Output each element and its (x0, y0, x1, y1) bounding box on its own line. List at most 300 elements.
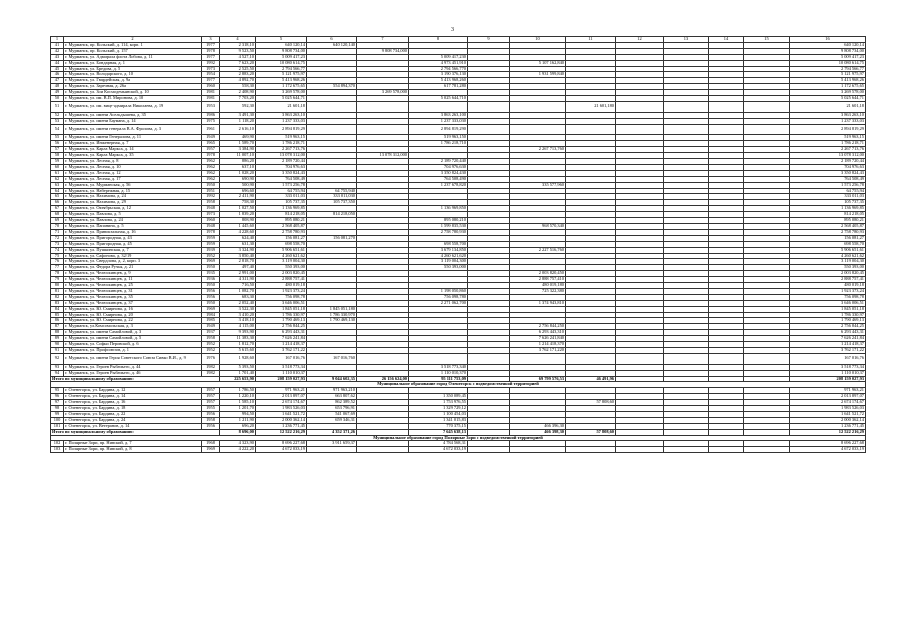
table-cell: 105 737,350 (307, 200, 357, 206)
table-cell: 764 508,49 (790, 176, 866, 182)
table-cell: 6 293 443,31 (256, 330, 307, 336)
table-cell: 1981 (202, 96, 220, 102)
table-cell: 2 894 819,290 (409, 124, 468, 135)
table-cell: 1939 (202, 247, 220, 253)
table-cell: г. Мурманск, ул. Пригородная, д. 45 (64, 241, 202, 247)
table-cell: г. Мурманск, ул. Адмирала флота Лобова, д. 11 (64, 54, 202, 60)
table-cell: 3 850,40 (220, 253, 256, 259)
table-cell: 480 019,180 (510, 283, 566, 289)
table-cell: 1 082,70 (220, 288, 256, 294)
table-cell: 2 794 566,77 (790, 66, 866, 72)
table-cell: 1 983 526,03 (256, 406, 307, 412)
table-cell: 156 081,270 (307, 235, 357, 241)
table-cell: 469,90 (220, 135, 256, 141)
table-cell: 93 (51, 364, 64, 370)
table-cell: 1976 (202, 353, 220, 364)
table-cell: 21 601,18 (256, 101, 307, 112)
table-cell: 14 (709, 37, 744, 43)
table-cell: 44 (51, 60, 64, 66)
table-cell: г. Мурманск, ул. Челюскинцев, д. 35 (64, 294, 202, 300)
table-cell: 8 (409, 37, 468, 43)
table-cell: 5 906 651,61 (790, 247, 866, 253)
table-cell: 1978 (202, 48, 220, 54)
table-cell: 208 159 027,93 (790, 376, 866, 382)
table-cell: 4 222,20 (220, 447, 256, 453)
table-row (51, 447, 866, 453)
table-cell: 592,30 (220, 101, 256, 112)
table-cell: 1 786 330,97 (256, 312, 307, 318)
table-cell: 6 293 443,31 (790, 330, 866, 336)
table-cell: 500,90 (220, 182, 256, 188)
table-cell: 1981 (202, 90, 220, 96)
table-cell: 895 080,210 (409, 218, 468, 224)
table-cell (744, 101, 790, 112)
table-cell: 2 991,00 (220, 271, 256, 277)
table-cell: 56 (51, 141, 64, 147)
table-cell: 52 (51, 112, 64, 118)
table-cell: 55 (51, 135, 64, 141)
table-cell: 2 756 844,250 (510, 324, 566, 330)
table-cell: г. Оленегорск, ул. Бардина, д. 18 (64, 406, 202, 412)
table-cell: 1958 (202, 200, 220, 206)
table-cell: 41 (51, 42, 64, 48)
table-cell: 84 (51, 306, 64, 312)
table-cell: 1 589,70 (220, 141, 256, 147)
table-cell: 64 755,94 (790, 188, 866, 194)
table-cell: 1958 (202, 336, 220, 342)
table-cell: 3 863 263,100 (409, 112, 468, 118)
table-cell: 2 003 820,45 (790, 271, 866, 277)
table-cell: 1952 (202, 342, 220, 348)
table-cell: 5 906 651,61 (256, 247, 307, 253)
table-cell: 95 (51, 388, 64, 394)
table-cell: 2 525,50 (220, 66, 256, 72)
table-cell: 1949 (202, 135, 220, 141)
table-cell: 9 393,90 (220, 330, 256, 336)
table-cell: 1950 (202, 265, 220, 271)
table-cell: 95 111 753,09 (409, 376, 468, 382)
table-cell: 764 508,490 (409, 176, 468, 182)
table-cell (409, 353, 468, 364)
table-cell: 71 (51, 229, 64, 235)
table-cell: 2 (64, 37, 202, 43)
table-cell: г. Мурманск, ул. Нахимова, д. 24 (64, 194, 202, 200)
table-cell: 1962 (202, 164, 220, 170)
table-cell: 698 558,700 (409, 241, 468, 247)
table-cell: 1957 (202, 394, 220, 400)
table-cell: 1 220,10 (220, 394, 256, 400)
table-cell: 1 701,40 (220, 370, 256, 376)
table-cell (744, 447, 790, 453)
table-cell: 53 (51, 118, 64, 124)
table-cell: 3 418,10 (220, 318, 256, 324)
table-cell: 1 329 729,12 (409, 406, 468, 412)
table-cell: 2 894 819,29 (790, 124, 866, 135)
table-cell: 2 818,70 (220, 259, 256, 265)
table-cell: 1986 (202, 112, 220, 118)
table-cell: 814 218,05 (256, 212, 307, 218)
table-cell: Муниципальное образование город Оленегорск с подведомственной территорией (51, 382, 866, 388)
table-cell: 1 374 943,810 (510, 300, 566, 306)
table-cell: 10 080 614,75 (790, 60, 866, 66)
table-cell: 659 346,31 (307, 417, 357, 423)
table-cell: 5 025 644,71 (790, 96, 866, 102)
table-cell: 3 762 171,22 (256, 348, 307, 354)
table-cell: 1952 (202, 253, 220, 259)
table-cell: 78 (51, 271, 64, 277)
table-cell: 5 615,60 (220, 348, 256, 354)
table-cell: 971 963,21 (256, 388, 307, 394)
table-cell: 1 198 050,860 (409, 288, 468, 294)
table-cell: г. Полярные Зори, пр. Нивский, д. 8 (64, 447, 202, 453)
table-cell: 690,90 (220, 176, 256, 182)
table-cell: 3 119 004,30 (790, 259, 866, 265)
table-cell: 63 (51, 182, 64, 188)
table-cell: 8 696 227,68 (790, 441, 866, 447)
table-cell: г. Мурманск, ул. Челюскинцев, д. 25 (64, 283, 202, 289)
table-cell: 3 863 263,10 (256, 112, 307, 118)
table-cell: 1977 (202, 54, 220, 60)
table-cell: 3 269 578,000 (357, 90, 409, 96)
table-cell: 2 013 897,07 (790, 394, 866, 400)
table-cell: 83 (51, 300, 64, 306)
table-cell: 1 027,50 (220, 206, 256, 212)
table-cell: 6 (307, 37, 357, 43)
table-cell: 1957 (202, 388, 220, 394)
table-cell: 62 (51, 176, 64, 182)
table-cell: 5 009 417,23 (256, 54, 307, 60)
table-row (51, 101, 866, 112)
table-cell (664, 447, 709, 453)
table-cell: 1984 (202, 312, 220, 318)
table-cell: г. Мурманск, ул. Заречная, д. 26а (64, 84, 202, 90)
table-cell: 5 413 968,26 (256, 78, 307, 84)
table-cell: 1 845 051,18 (256, 306, 307, 312)
table-cell: 3 384,90 (220, 147, 256, 153)
table-cell: 2 756 844,25 (790, 324, 866, 330)
table-cell: 64 755,940 (307, 188, 357, 194)
table-cell: г. Мурманск, ул. им. В.П. Миронова, д. 10 (64, 96, 202, 102)
table-cell: 46 491,96 (566, 376, 616, 382)
table-cell: 1962 (202, 159, 220, 165)
table-cell: 1978 (202, 153, 220, 159)
table-cell: 21 601,180 (566, 101, 616, 112)
table-cell: 2 883,20 (220, 72, 256, 78)
table-cell: 1973 (202, 212, 220, 218)
table-cell: г. Мурманск, ул. Челюскинцев, д. 11 (64, 277, 202, 283)
table-cell (566, 447, 616, 453)
table-cell: 81 (51, 288, 64, 294)
table-cell: 3 762 171,22 (790, 348, 866, 354)
table-cell: 90 (51, 342, 64, 348)
table-cell: 12 (616, 37, 664, 43)
table-row (51, 124, 866, 135)
table-cell: 2 267 713,76 (256, 147, 307, 153)
table-cell: 466 398,30 (510, 429, 566, 435)
table-cell (468, 101, 510, 112)
table-cell: г. Мурманск, ул. Ю. Смирнова, д. 20 (64, 312, 202, 318)
table-cell: 886,20 (220, 159, 256, 165)
table-cell: 550 393,00 (790, 265, 866, 271)
table-cell: 4 323,90 (220, 441, 256, 447)
table-cell: 895 080,21 (256, 218, 307, 224)
table-cell (510, 447, 566, 453)
table-cell: 1 786 218,710 (409, 141, 468, 147)
table-cell: 167 016,76 (790, 353, 866, 364)
table-cell: 97 (51, 400, 64, 406)
table-cell: 102 (51, 441, 64, 447)
table-cell: г. Мурманск, ул. Инженерная, д. 7 (64, 141, 202, 147)
table-cell: г. Мурманск, ул.Комсомольская, д. 3 (64, 324, 202, 330)
table-cell: 60 (51, 164, 64, 170)
table-cell: 1937 (202, 330, 220, 336)
table-cell: г. Мурманск, ул. Гвардейская, д. 9а (64, 78, 202, 84)
table-cell: г. Мурманск, ул. Павлова, д. 24 (64, 218, 202, 224)
table-cell: 7 (357, 37, 409, 43)
table-cell: 69 (51, 218, 64, 224)
table-cell (357, 353, 409, 364)
table-cell: 1957 (202, 400, 220, 406)
table-cell: 2 271 062,700 (409, 300, 468, 306)
table-cell: 2 888 757,410 (510, 277, 566, 283)
table-cell: 82 (51, 294, 64, 300)
table-cell: 65 (51, 194, 64, 200)
table-cell: 73 (51, 241, 64, 247)
table-cell: г. Мурманск, ул. имени Асельдышева, д. 35 (64, 112, 202, 118)
table-cell: 2 756 844,25 (256, 324, 307, 330)
table-cell (409, 101, 468, 112)
table-cell: 72 (51, 235, 64, 241)
table-cell: 1 237 333,03 (256, 118, 307, 124)
table-cell: 94 (51, 370, 64, 376)
table-cell: 1960 (202, 218, 220, 224)
table-cell: 704 976,63 (790, 164, 866, 170)
table-cell (566, 124, 616, 135)
table-cell: 2 794 566,77 (256, 66, 307, 72)
table-cell: 3 (202, 37, 220, 43)
table-cell: 1949 (202, 324, 220, 330)
table-cell: 1 983 526,03 (790, 406, 866, 412)
table-cell: 480 019,18 (790, 283, 866, 289)
table-cell: 1975 (202, 118, 220, 124)
table-cell: 704 976,63 (256, 164, 307, 170)
table-cell: 16 (790, 37, 866, 43)
table-cell: 519 963,15 (256, 135, 307, 141)
table-cell (616, 447, 664, 453)
table-cell: 335 577,960 (510, 182, 566, 188)
table-cell: Муниципальное образование город Полярные Зори с подведомственной территорией (51, 435, 866, 441)
table-cell (357, 124, 409, 135)
table-cell: 5 121 975,97 (256, 72, 307, 78)
table-cell: 2 616,10 (220, 124, 256, 135)
table-cell (709, 447, 744, 453)
page-number: 3 (451, 27, 454, 33)
table-cell: г. Мурманск, ул. Федора Ручья, д. 21 (64, 265, 202, 271)
table-cell: 4 892,70 (220, 78, 256, 84)
table-row (51, 353, 866, 364)
table-cell: 57 808,60 (566, 400, 616, 406)
table-cell: 1 573 256,78 (790, 182, 866, 188)
table-cell: 1 237 333,03 (790, 118, 866, 124)
table-cell (709, 124, 744, 135)
table-cell: г. Мурманск, ул. имени Самойловой, д. 3 (64, 330, 202, 336)
table-cell: г. Мурманск, ул. имени Баумана, д. 14 (64, 118, 202, 124)
table-cell: 480 019,18 (256, 283, 307, 289)
table-cell: 2 674 174,67 (256, 400, 307, 406)
table-cell: 1 928,60 (220, 353, 256, 364)
table-cell: 57 (51, 147, 64, 153)
table-cell: 5 393,50 (220, 364, 256, 370)
table-cell: г. Мурманск, ул. Володарского, д. 10 (64, 72, 202, 78)
table-cell (744, 353, 790, 364)
table-cell: 1985 (202, 318, 220, 324)
table-cell: 1 786,50 (220, 388, 256, 394)
table-cell: 770 375,15 (409, 423, 468, 429)
table-cell (616, 124, 664, 135)
table-cell: 5 025 644,71 (256, 96, 307, 102)
table-cell: 2 758 780,93 (256, 229, 307, 235)
table-cell: 1 641 521,72 (256, 411, 307, 417)
table-cell: г. Мурманск, ул. Нахимова, д. 29 (64, 200, 202, 206)
table-cell: 764 508,49 (256, 176, 307, 182)
table-cell: 5 107 162,840 (510, 60, 566, 66)
table-cell: 1 341 015,83 (409, 417, 468, 423)
table-cell (307, 124, 357, 135)
table-cell (709, 353, 744, 364)
table-cell: 87 (51, 324, 64, 330)
table-cell: 1965 (202, 141, 220, 147)
table-cell: 26 156 624,00 (357, 376, 409, 382)
table-cell: 7 626 241,840 (510, 336, 566, 342)
table-cell: 1948 (202, 206, 220, 212)
table-cell: 43 (51, 54, 64, 60)
table-cell: 1961 (202, 124, 220, 135)
table-cell: 1950 (202, 182, 220, 188)
table-cell: 1977 (202, 78, 220, 84)
table-cell: г. Мурманск, ул. Профсоюзов, д. 1 (64, 348, 202, 354)
table-cell: г. Мурманск, ул. Челюскинцев, д. 31 (64, 288, 202, 294)
table-cell: 3 863 263,10 (790, 112, 866, 118)
table-cell: 9 044 602,35 (307, 376, 357, 382)
table-cell: г. Мурманск, ул. Лесная, д. 8 (64, 159, 202, 165)
table-cell: г. Мурманск, ул. Сафонова, д. 32/19 (64, 253, 202, 259)
table-cell: 1 110 010,37 (256, 370, 307, 376)
table-cell: 698 558,70 (256, 241, 307, 247)
table-cell: 4 311,90 (220, 277, 256, 283)
table-cell: 57 808,60 (566, 429, 616, 435)
table-cell: 101 (51, 423, 64, 429)
table-cell: 99 (51, 411, 64, 417)
table-cell (307, 447, 357, 453)
table-cell: 1960 (202, 84, 220, 90)
table-cell: 1978 (202, 229, 220, 235)
table-cell: 1935 (202, 271, 220, 277)
table-cell: 1956 (202, 423, 220, 429)
table-cell: 3 410,20 (220, 312, 256, 318)
table-cell: 1969 (202, 306, 220, 312)
table-cell: 2 052,40 (220, 300, 256, 306)
table-cell: 5 009 417,230 (409, 54, 468, 60)
table-cell: 3 119 004,300 (409, 259, 468, 265)
table-cell: 2 674 174,67 (790, 400, 866, 406)
table-cell: 1954 (202, 72, 220, 78)
table-cell: 333 011,030 (307, 194, 357, 200)
table-cell: 971 963,210 (307, 388, 357, 394)
table-cell: 5 413 968,260 (409, 78, 468, 84)
table-cell (709, 101, 744, 112)
table-cell: 68 (51, 212, 64, 218)
table-cell: 4 260 621,62 (256, 253, 307, 259)
table-cell: 2 189 720,44 (256, 159, 307, 165)
table-cell: 54 (51, 124, 64, 135)
table-cell: 1950 (202, 300, 220, 306)
table-cell: 2 003 820,45 (256, 271, 307, 277)
table-cell: 640 120,140 (307, 42, 357, 48)
table-cell: 1969 (202, 259, 220, 265)
table-cell: 4 973 451,910 (409, 60, 468, 66)
table-cell: 519 963,150 (409, 135, 468, 141)
table-cell: 2 189 720,440 (409, 159, 468, 165)
table-cell: 4 672 033,19 (409, 447, 468, 453)
table-cell: 9 808 734,000 (357, 48, 409, 54)
table-cell: 46 (51, 72, 64, 78)
table-cell: 1962 (202, 170, 220, 176)
table-cell: 3 119 004,30 (256, 259, 307, 265)
table-cell: 13 (664, 37, 709, 43)
table-cell: 156 081,27 (256, 235, 307, 241)
table-cell: 1977 (202, 42, 220, 48)
table-cell: 79 (51, 277, 64, 283)
table-cell: 50 (51, 96, 64, 102)
table-cell: 808,90 (220, 218, 256, 224)
table-cell: 497,40 (220, 265, 256, 271)
table-cell: 1 214 418,37 (256, 342, 307, 348)
table-cell: 1956 (202, 288, 220, 294)
table-cell: г. Мурманск, ул. Привокзальная, д. 16 (64, 229, 202, 235)
table-cell: 333 011,03 (790, 194, 866, 200)
table-cell: 4 352 371,26 (307, 429, 357, 435)
table-cell: г. Мурманск, пр. Кольский, д. 157 (64, 48, 202, 54)
table-cell: 663 807,62 (307, 394, 357, 400)
table-cell: г. Мурманск, пр. Кольский, д. 114, корп. 1 (64, 42, 202, 48)
table-cell: 13 078 312,00 (790, 153, 866, 159)
table-cell: 696,60 (220, 188, 256, 194)
table-cell (616, 101, 664, 112)
table-cell: 5 413 968,26 (790, 78, 866, 84)
table-cell: 3 269 578,00 (256, 90, 307, 96)
table-cell: 1956 (202, 294, 220, 300)
table-cell: 9 (468, 37, 510, 43)
table-cell: 624,40 (220, 235, 256, 241)
table-cell (468, 447, 510, 453)
table-cell: 4 260 621,62 (790, 253, 866, 259)
table-cell: г. Мурманск, ул. Карла Маркса, д. 35 (64, 153, 202, 159)
table-cell: 631,30 (220, 241, 256, 247)
table-cell: 3 491,30 (220, 112, 256, 118)
table-cell (510, 101, 566, 112)
table-cell: 550 393,000 (409, 265, 468, 271)
table-cell: 756 098,78 (790, 294, 866, 300)
table-cell: 994,50 (220, 411, 256, 417)
table-cell: г. Оленегорск, ул. Ветеранов, д. 14 (64, 423, 202, 429)
table-cell (566, 353, 616, 364)
table-cell: 2 758 780,930 (409, 229, 468, 235)
table-cell: 7 703,20 (220, 96, 256, 102)
table-cell: 1 237 678,820 (409, 182, 468, 188)
table-cell: 640 120,14 (256, 42, 307, 48)
table-cell: 167 016,76 (256, 353, 307, 364)
table-cell: г. Мурманск, ул. Карла Маркса, д. 14 (64, 147, 202, 153)
